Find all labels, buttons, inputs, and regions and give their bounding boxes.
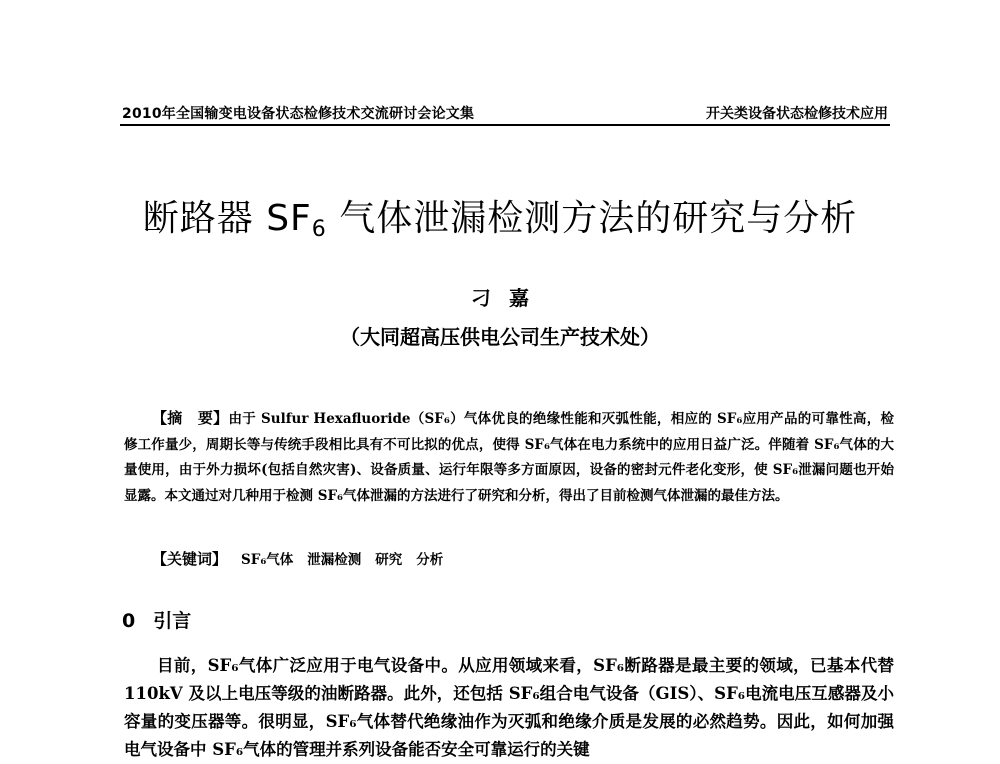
abstract-text: 由于 Sulfur Hexafluoride（SF₆）气体优良的绝缘性能和灭弧性能，相应的 SF₆应用产品的可靠性高，检修工作量少，周期长等与传统手段相比具有不可比拟的优点，使得 SF₆气体在电力系统中的应用日益广泛。伴随着 SF₆气体的大量使用，由于外力损坏(包括自然灾害)、设备质量、运行年限等多方面原因，设备的密封元件老化变形，使 SF₆泄漏问题也开始显露。本文通过对几种用于检测 SF₆气体泄漏的方法进行了研究和分析，得出了目前检测气体泄漏的最佳方法。 bbox=[124, 411, 894, 504]
keyword-item: 研究 bbox=[375, 552, 403, 568]
keywords bbox=[152, 548, 443, 569]
abstract-label: 【摘 要】 bbox=[152, 409, 229, 427]
keyword-item: 分析 bbox=[416, 552, 444, 568]
paper-title bbox=[0, 190, 1000, 242]
title-subscript: 6 bbox=[311, 217, 327, 242]
running-header-left: 2010年全国输变电设备状态检修技术交流研讨会论文集 bbox=[122, 106, 475, 122]
author-affiliation: （大同超高压供电公司生产技术处） bbox=[340, 325, 660, 349]
keyword-item: 泄漏检测 bbox=[307, 552, 362, 568]
section-title: 引言 bbox=[153, 610, 192, 632]
title-post: 气体泄漏检测方法的研究与分析 bbox=[326, 198, 858, 239]
section-heading bbox=[122, 606, 191, 633]
abstract bbox=[124, 406, 894, 509]
section-number: 0 bbox=[122, 610, 136, 632]
title-pre: 断路器 SF bbox=[142, 198, 312, 239]
author-name: 刁嘉 bbox=[471, 286, 547, 310]
body-paragraph: 目前，SF₆气体广泛应用于电气设备中。从应用领域来看，SF₆断路器是最主要的领域，已基本代替 110kV 及以上电压等级的油断路器。此外，还包括 SF₆组合电气设备（GIS）、SF₆电流电压互感器及小容量的变压器等。很明显，SF₆气体替代绝缘油作为灭弧和绝缘介质是发展的必然趋势。因此，如何加强电气设备中 SF₆气体的管理并系列设备能否安全可靠运行的关键 bbox=[124, 656, 894, 759]
abstract-paragraph bbox=[124, 406, 894, 509]
keyword-item: SF₆气体 bbox=[241, 552, 294, 568]
header-rule bbox=[120, 124, 890, 126]
running-header-right: 开关类设备状态检修技术应用 bbox=[706, 106, 888, 122]
keywords-label: 【关键词】 bbox=[152, 550, 228, 568]
